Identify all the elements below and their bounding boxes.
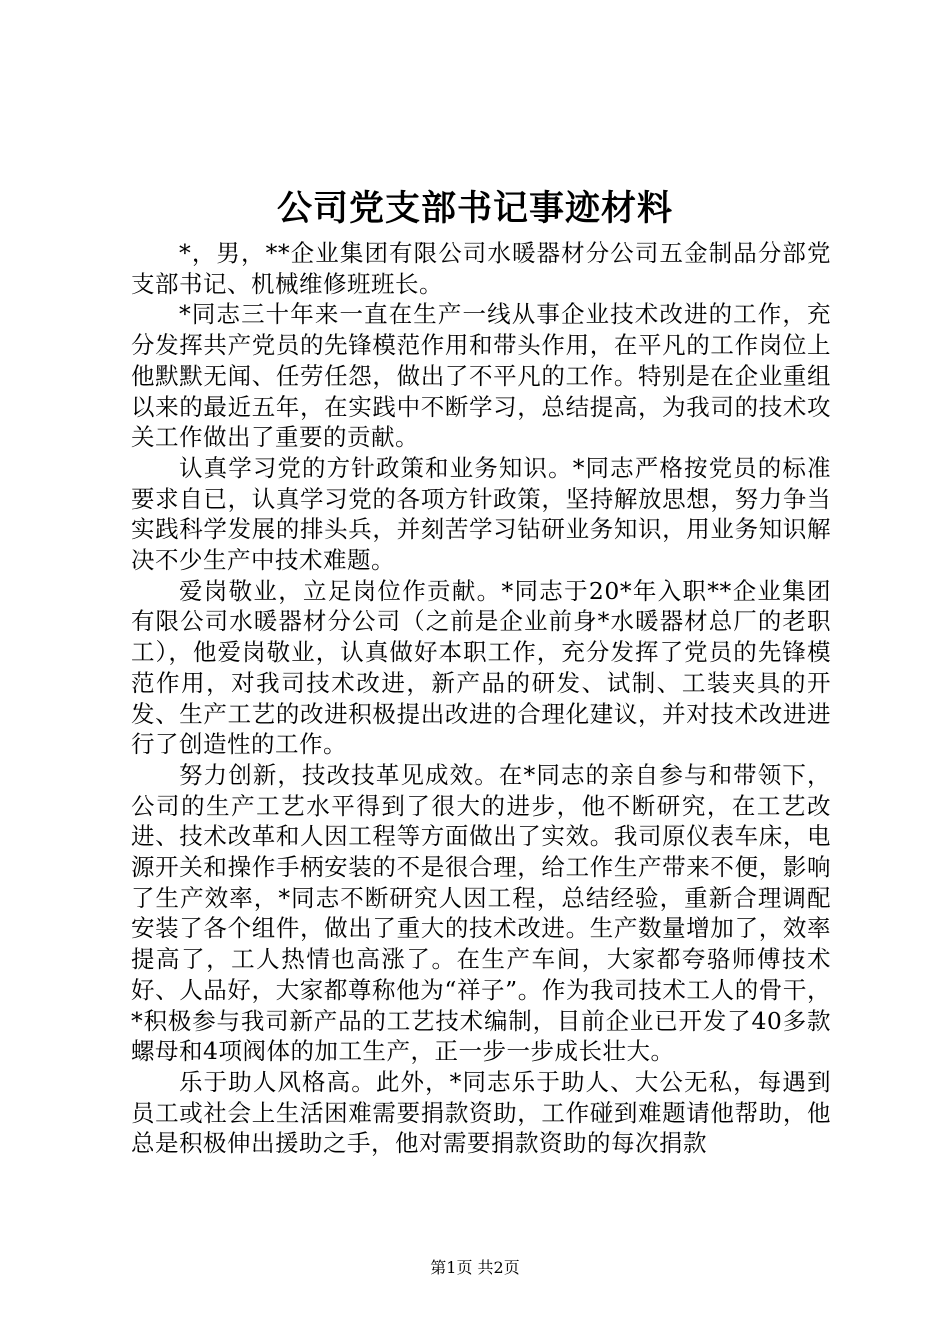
paragraph-1: *，男，**企业集团有限公司水暖器材分公司五金制品分部党支部书记、机械维修班班长。 (131, 239, 831, 298)
paragraph-4: 爱岗敬业，立足岗位作贡献。*同志于20*年入职**企业集团有限公司水暖器材分公司（之前是企业前身*水暖器材总厂的老职工），他爱岗敬业，认真做好本职工作，充分发挥了党员的先锋模范作用，对我司技术改进，新产品的研发、试制、工装夹具的开发、生产工艺的改进积极提出改进的合理化建议，并对技术改进进行了创造性的工作。 (131, 576, 831, 759)
paragraph-2: *同志三十年来一直在生产一线从事企业技术改进的工作，充分发挥共产党员的先锋模范作用和带头作用，在平凡的工作岗位上他默默无闻、任劳任怨，做出了不平凡的工作。特别是在企业重组以来的最近五年，在实践中不断学习，总结提高，为我司的技术攻关工作做出了重要的贡献。 (131, 300, 831, 452)
paragraph-3: 认真学习党的方针政策和业务知识。*同志严格按党员的标准要求自已，认真学习党的各项方针政策，坚持解放思想，努力争当实践科学发展的排头兵，并刻苦学习钻研业务知识，用业务知识解决不少生产中技术难题。 (131, 453, 831, 575)
document-body (131, 238, 831, 1159)
document-title: 公司党支部书记事迹材料 (276, 188, 673, 229)
paragraph-6: 乐于助人风格高。此外，*同志乐于助人、大公无私，每遇到员工或社会上生活困难需要捐款资助，工作碰到难题请他帮助，他总是积极伸出援助之手，他对需要捐款资助的每次捐款 (131, 1067, 831, 1158)
paragraph-5: 努力创新，技改技革见成效。在*同志的亲自参与和带领下，公司的生产工艺水平得到了很大的进步，他不断研究，在工艺改进、技术改革和人因工程等方面做出了实效。我司原仪表车床，电源开关和操作手柄安装的不是很合理，给工作生产带来不便，影响了生产效率，*同志不断研究人因工程，总结经验，重新合理调配安装了各个组件，做出了重大的技术改进。生产数量增加了，效率提高了，工人热情也高涨了。在生产车间，大家都夸骆师傅技术好、人品好，大家都尊称他为“祥子”。作为我司技术工人的骨干，*积极参与我司新产品的工艺技术编制，目前企业已开发了40多款螺母和4项阀体的加工生产，正一步一步成长壮大。 (131, 760, 831, 1066)
page-number-footer: 第1页 共2页 (430, 1258, 520, 1277)
